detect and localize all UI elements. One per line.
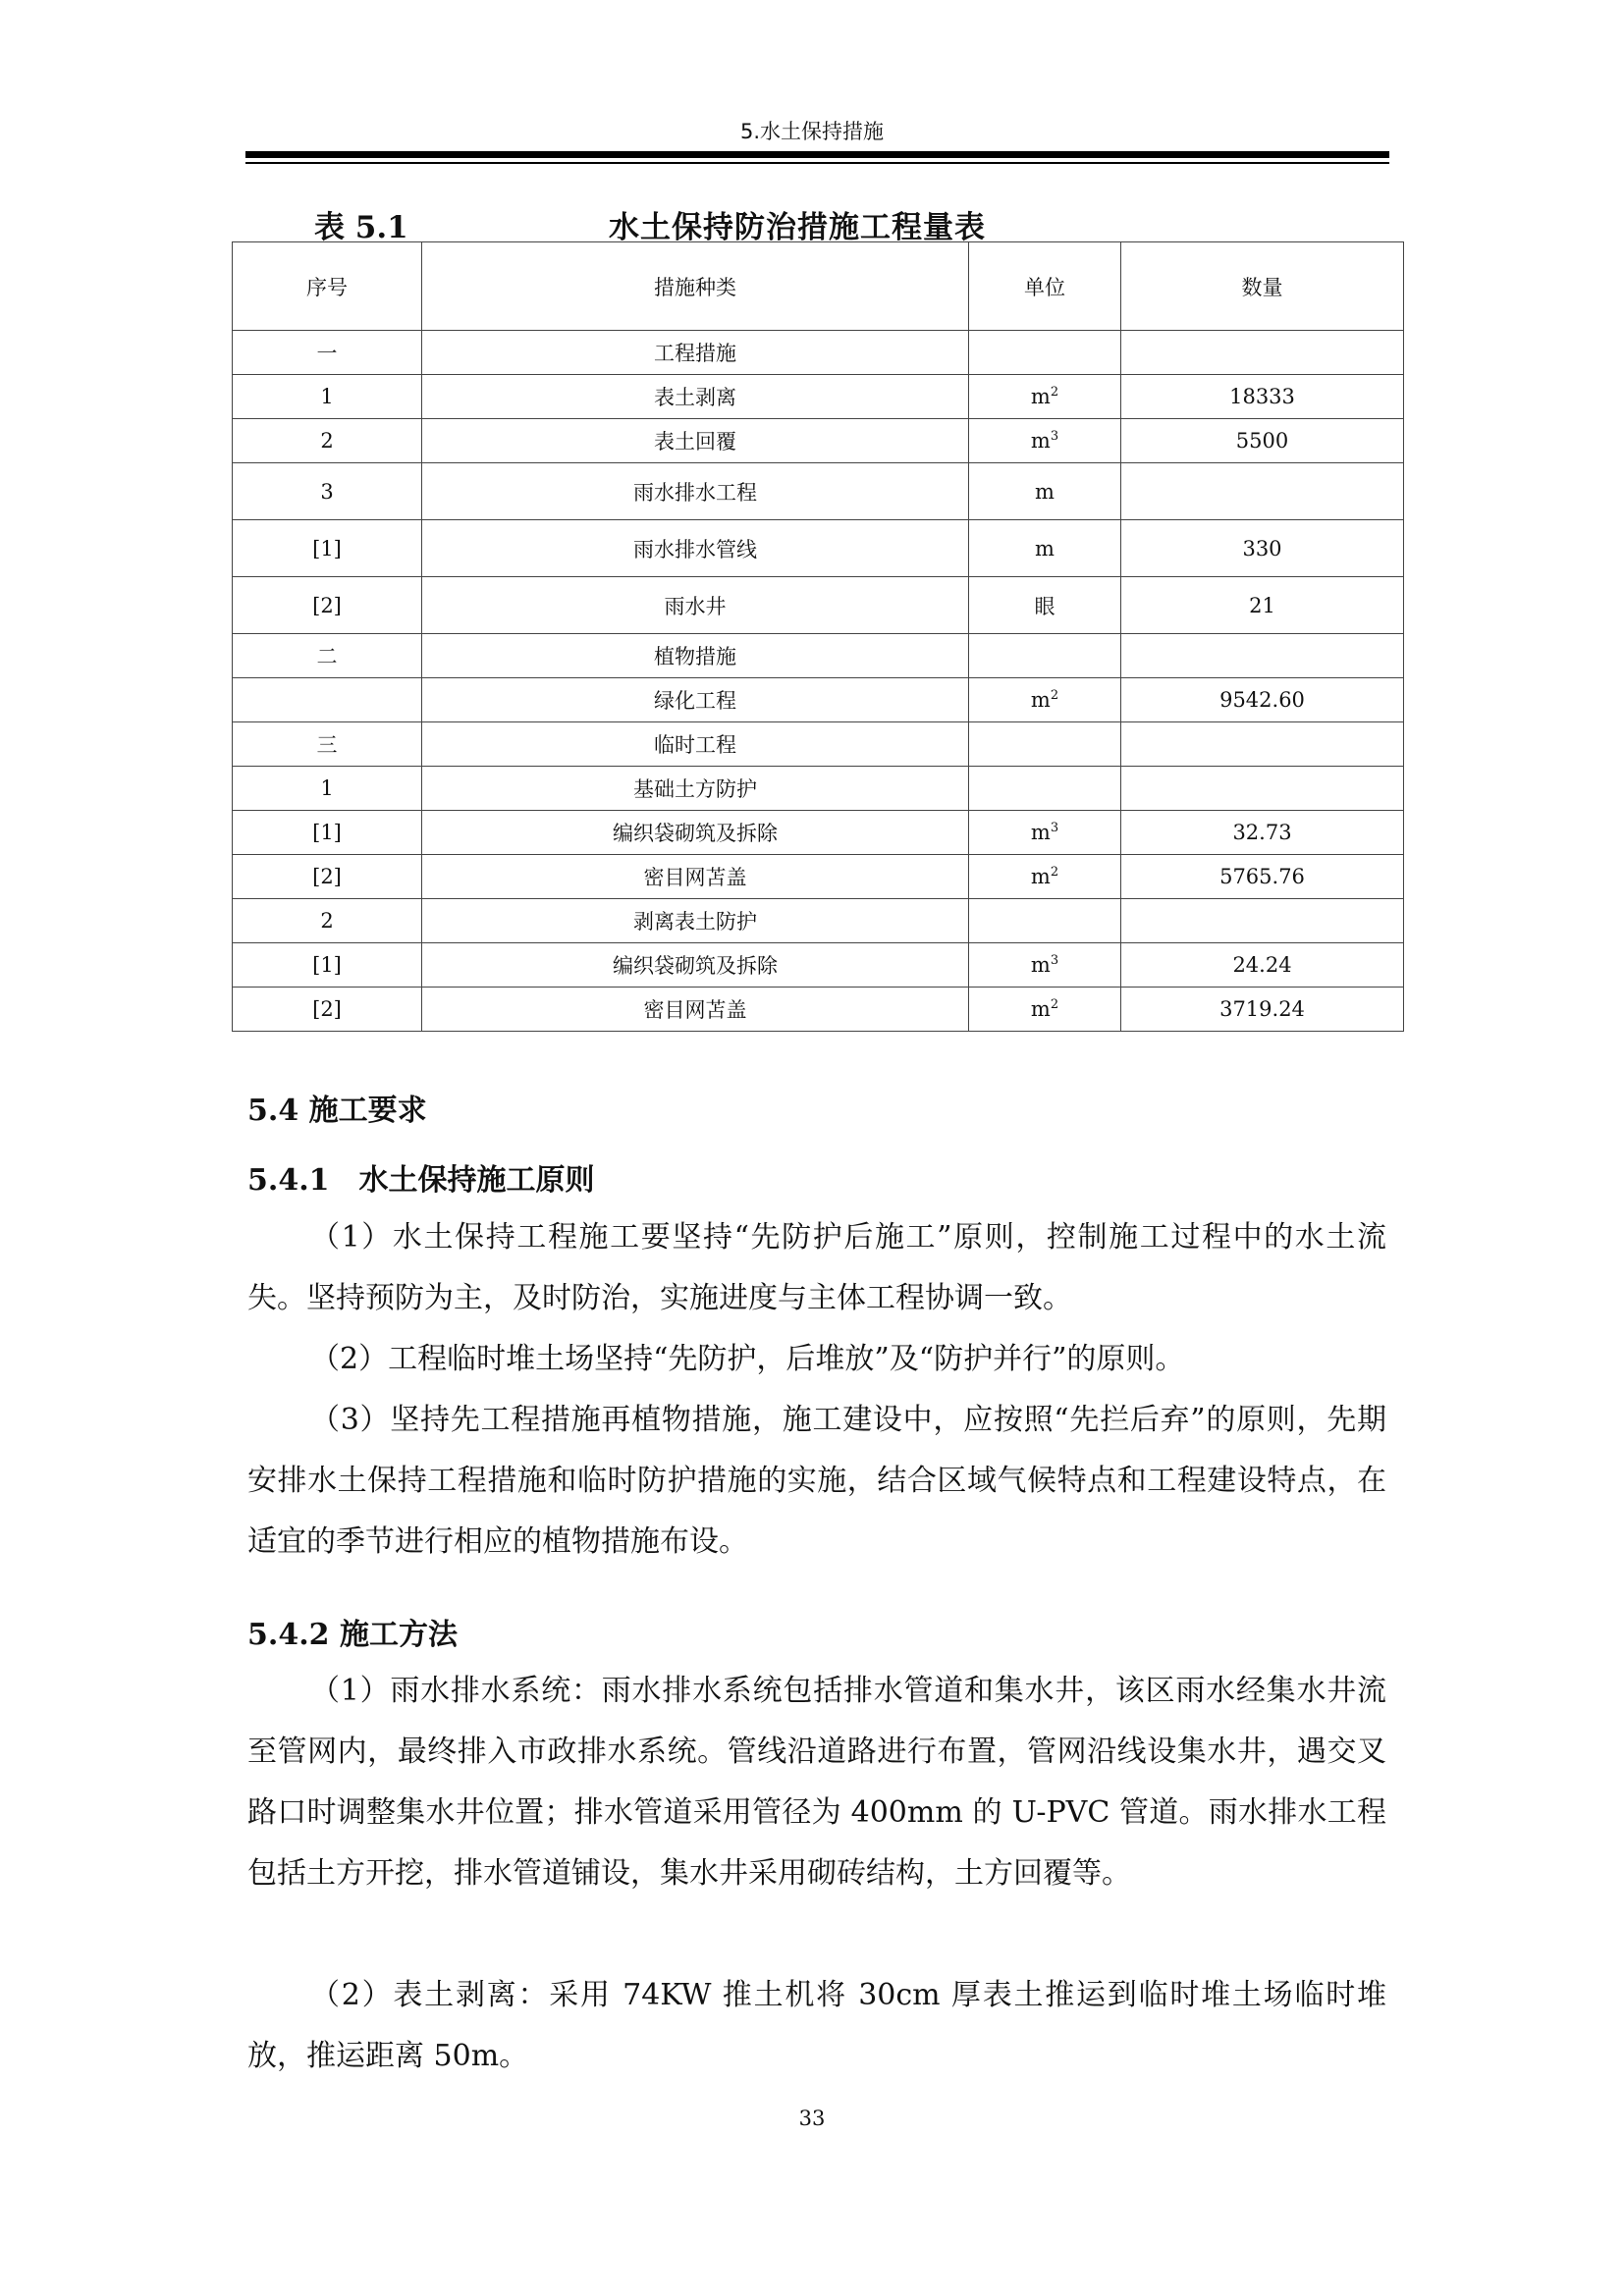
cell-measure: 雨水排水管线 <box>422 520 969 577</box>
cell-quantity: 9542.60 <box>1121 678 1404 722</box>
table-row <box>233 678 1404 722</box>
unit-base: m <box>1030 385 1051 408</box>
running-header: 5.水土保持措施 <box>739 120 885 143</box>
cell-unit <box>969 520 1121 577</box>
table-row <box>233 419 1404 463</box>
unit-exponent: 3 <box>1050 821 1059 835</box>
cell-quantity: 330 <box>1121 520 1404 577</box>
cell-seq: 二 <box>233 634 422 678</box>
unit-base: m <box>1030 997 1051 1021</box>
table-row <box>233 520 1404 577</box>
cell-quantity: 18333 <box>1121 375 1404 419</box>
cell-seq: [1] <box>233 811 422 855</box>
unit-exponent: 2 <box>1050 997 1059 1012</box>
section-heading-5-4: 5.4 施工要求 <box>247 1094 427 1128</box>
unit-exponent: 2 <box>1050 688 1059 703</box>
table-row <box>233 767 1404 811</box>
cell-measure: 编织袋砌筑及拆除 <box>422 811 969 855</box>
paragraph-principle-1: （1）水土保持工程施工要坚持“先防护后施工”原则，控制施工过程中的水土流失。坚持预防为主，及时防治，实施进度与主体工程协调一致。 <box>247 1220 1386 1315</box>
table-row <box>233 722 1404 767</box>
cell-unit <box>969 943 1121 988</box>
cell-seq: [2] <box>233 988 422 1032</box>
cell-quantity: 21 <box>1121 577 1404 634</box>
cell-unit <box>969 375 1121 419</box>
paragraph-method-1: （1）雨水排水系统：雨水排水系统包括排水管道和集水井，该区雨水经集水井流至管网内，最终排入市政排水系统。管线沿道路进行布置，管网沿线设集水井，遇交叉路口时调整集水井位置；排水管道采用管径为 400mm 的 U-PVC 管道。雨水排水工程包括土方开挖，排水管道铺设，集水井采用砌砖结构，土方回覆等。 <box>247 1674 1386 1891</box>
table-row <box>233 811 1404 855</box>
unit-base: m <box>1030 953 1051 977</box>
unit-exponent: 2 <box>1050 385 1059 400</box>
cell-seq: 三 <box>233 722 422 767</box>
cell-quantity <box>1121 634 1404 678</box>
cell-unit <box>969 855 1121 899</box>
cell-unit <box>969 577 1121 634</box>
column-header-seq: 序号 <box>233 242 422 331</box>
cell-quantity: 5500 <box>1121 419 1404 463</box>
cell-seq: 2 <box>233 419 422 463</box>
table-row <box>233 988 1404 1032</box>
cell-unit <box>969 331 1121 375</box>
page-number: 33 <box>798 2107 826 2130</box>
unit-exponent: 2 <box>1050 865 1059 880</box>
column-header-unit: 单位 <box>969 242 1121 331</box>
cell-seq: 1 <box>233 767 422 811</box>
column-header-quantity: 数量 <box>1121 242 1404 331</box>
cell-measure: 工程措施 <box>422 331 969 375</box>
table-body <box>233 331 1404 1032</box>
cell-quantity: 24.24 <box>1121 943 1404 988</box>
cell-seq: 2 <box>233 899 422 943</box>
cell-seq: 3 <box>233 463 422 520</box>
table-caption: 表 5.1 <box>314 210 408 245</box>
unit-base: m <box>1035 479 1055 504</box>
cell-measure: 剥离表土防护 <box>422 899 969 943</box>
unit-base: m <box>1035 536 1055 561</box>
cell-unit <box>969 722 1121 767</box>
cell-measure: 植物措施 <box>422 634 969 678</box>
paragraph-principle-3: （3）坚持先工程措施再植物措施，施工建设中，应按照“先拦后弃”的原则，先期安排水土保持工程措施和临时防护措施的实施，结合区域气候特点和工程建设特点，在适宜的季节进行相应的植物措施布设。 <box>247 1403 1386 1559</box>
cell-unit <box>969 678 1121 722</box>
cell-quantity <box>1121 463 1404 520</box>
cell-measure: 密目网苫盖 <box>422 988 969 1032</box>
cell-measure: 绿化工程 <box>422 678 969 722</box>
header-rule-thin <box>245 162 1389 164</box>
column-header-measure: 措施种类 <box>422 242 969 331</box>
cell-quantity <box>1121 722 1404 767</box>
paragraph-principle-2: （2）工程临时堆土场坚持“先防护，后堆放”及“防护并行”的原则。 <box>310 1342 1185 1376</box>
table-row <box>233 899 1404 943</box>
cell-unit <box>969 899 1121 943</box>
table-title: 水土保持防治措施工程量表 <box>609 210 986 245</box>
cell-quantity <box>1121 331 1404 375</box>
cell-measure: 雨水排水工程 <box>422 463 969 520</box>
cell-seq: 一 <box>233 331 422 375</box>
table-row <box>233 463 1404 520</box>
cell-unit <box>969 634 1121 678</box>
cell-unit <box>969 988 1121 1032</box>
cell-measure: 表土回覆 <box>422 419 969 463</box>
cell-measure: 密目网苫盖 <box>422 855 969 899</box>
cell-seq: [2] <box>233 577 422 634</box>
table-row <box>233 375 1404 419</box>
section-heading-5-4-1: 5.4.1 水土保持施工原则 <box>247 1163 595 1198</box>
unit-base: m <box>1030 429 1051 453</box>
cell-seq: [1] <box>233 520 422 577</box>
table-row <box>233 634 1404 678</box>
unit-base: 眼 <box>1034 594 1056 618</box>
table-row <box>233 855 1404 899</box>
cell-measure: 表土剥离 <box>422 375 969 419</box>
unit-base: m <box>1030 821 1051 844</box>
cell-measure: 雨水井 <box>422 577 969 634</box>
cell-seq: [1] <box>233 943 422 988</box>
unit-base: m <box>1030 688 1051 712</box>
quantities-table <box>232 241 1404 1032</box>
table-header-row <box>233 242 1404 331</box>
cell-unit <box>969 463 1121 520</box>
cell-measure: 编织袋砌筑及拆除 <box>422 943 969 988</box>
unit-base: m <box>1030 865 1051 888</box>
cell-measure: 基础土方防护 <box>422 767 969 811</box>
cell-measure: 临时工程 <box>422 722 969 767</box>
cell-quantity <box>1121 899 1404 943</box>
cell-seq: 1 <box>233 375 422 419</box>
cell-quantity: 5765.76 <box>1121 855 1404 899</box>
cell-seq <box>233 678 422 722</box>
section-heading-5-4-2: 5.4.2 施工方法 <box>247 1618 458 1652</box>
unit-exponent: 3 <box>1050 953 1059 968</box>
table-row <box>233 331 1404 375</box>
cell-seq: [2] <box>233 855 422 899</box>
cell-quantity: 3719.24 <box>1121 988 1404 1032</box>
cell-quantity <box>1121 767 1404 811</box>
cell-unit <box>969 767 1121 811</box>
table-row <box>233 943 1404 988</box>
cell-unit <box>969 419 1121 463</box>
cell-unit <box>969 811 1121 855</box>
cell-quantity: 32.73 <box>1121 811 1404 855</box>
paragraph-method-2: （2）表土剥离：采用 74KW 推土机将 30cm 厚表土推运到临时堆土场临时堆放，推运距离 50m。 <box>247 1978 1386 2073</box>
unit-exponent: 3 <box>1050 429 1059 444</box>
header-rule-thick <box>245 151 1389 158</box>
table-row <box>233 577 1404 634</box>
